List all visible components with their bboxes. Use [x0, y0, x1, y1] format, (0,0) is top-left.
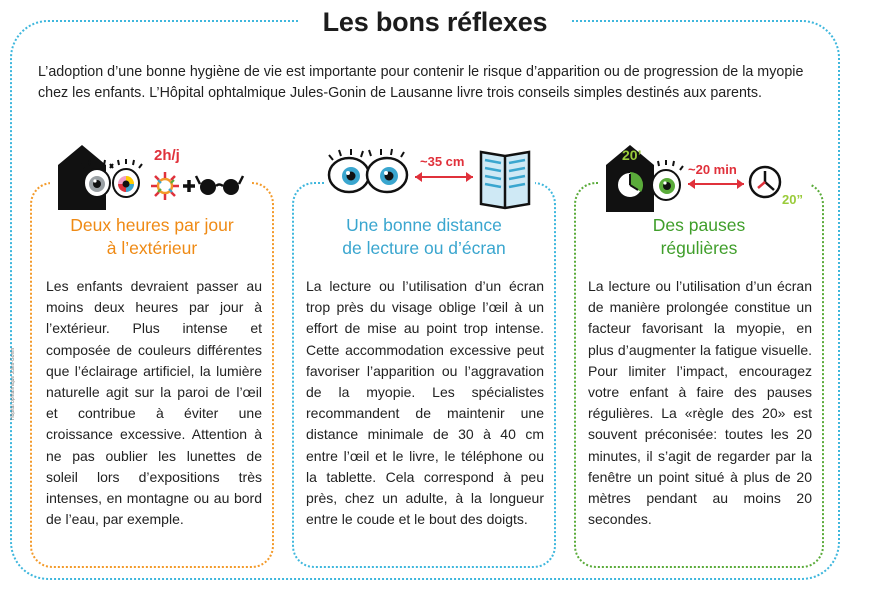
color-eye-icon [110, 159, 142, 197]
tip-card-distance [292, 182, 556, 568]
double-arrow-icon [688, 179, 744, 189]
eyes-icon [329, 149, 407, 192]
duration-label: 2h/j [154, 147, 180, 164]
eye-icon [649, 160, 683, 200]
intro-paragraph: L’adoption d’une bonne hygiène de vie est importante pour contenir le risque d’apparition ou de progression de la myopie chez les enfants. L’Hôpital ophtalmique Jules-Gonin de Lausanne livre trois conseils simples destinés aux parents. [38, 64, 804, 101]
sunglasses-icon [196, 176, 243, 195]
sun-icon [151, 172, 179, 200]
card-body: Les enfants devraient passer au moins deux heures par jour à l’extérieur. Plus intense et composée de couleurs différentes que l’éclairage artificiel, la lumière naturelle agit sur la paroi de l’œil et contribue à éviter une croissance excessive. Attention à ne pas oublier les lunettes de soleil lors d’expositions très intenses, en montagne ou au bord de l’eau, par exemple. [46, 278, 262, 528]
distance-illustration [325, 142, 535, 212]
card-body: La lecture ou l’utilisation d’un écran de manière prolongée constitue un facteur favorisant la myopie, en plus d’augmenter la fatigue visuelle. Pour limiter l’impact, encouragez votre enfant à faire des pauses régulières. La «règle des 20» est souvent préconisée: toutes les 20 minutes, il s’agit de regarder par la fenêtre un point situé à plus de 20 mètres pendant au moins 20 secondes. [588, 278, 812, 528]
tip-card-outdoor [30, 182, 274, 568]
clock-label: 20” [782, 192, 803, 207]
clock-icon [750, 167, 780, 197]
outdoor-illustration [50, 140, 250, 215]
card-heading-line: de lecture ou d’écran [342, 238, 506, 258]
open-book-icon [481, 152, 529, 208]
title-bar [300, 2, 570, 42]
card-heading-line: Des pauses [652, 215, 746, 235]
clock-label: 20’ [622, 147, 642, 163]
card-heading-line: Deux heures par jour [70, 215, 234, 235]
card-heading [32, 214, 272, 260]
page-title: Les bons réflexes [322, 6, 548, 37]
card-heading [294, 214, 554, 260]
clock-icon [617, 172, 643, 198]
double-arrow-icon [415, 172, 473, 182]
card-heading-line: à l’extérieur [106, 238, 198, 258]
interval-label: ~20 min [688, 162, 737, 177]
plus-icon [183, 180, 195, 192]
card-heading [576, 214, 822, 260]
breaks-illustration [600, 140, 810, 215]
card-heading-line: Une bonne distance [346, 215, 502, 235]
tip-card-breaks [574, 182, 824, 568]
distance-label: ~35 cm [420, 154, 465, 169]
card-body: La lecture ou l’utilisation d’un écran trop près du visage oblige l’œil à un effort de mise au point trop intense. Cette accommodation excessive peut favoriser l’apparition ou l’aggravation de la myopie. Les spécialistes recommandent de maintenir une distance minimale de 30 à 40 cm entre l’œil et le livre, le téléphone ou la tablette. Cela correspond à peu près, chez un adulte, à la longueur entre le coude et le bout des doigts. [306, 278, 544, 528]
photo-credit: Hôpital ophtalmique Jules-Gonin [10, 347, 16, 420]
card-heading-line: régulières [660, 238, 738, 258]
